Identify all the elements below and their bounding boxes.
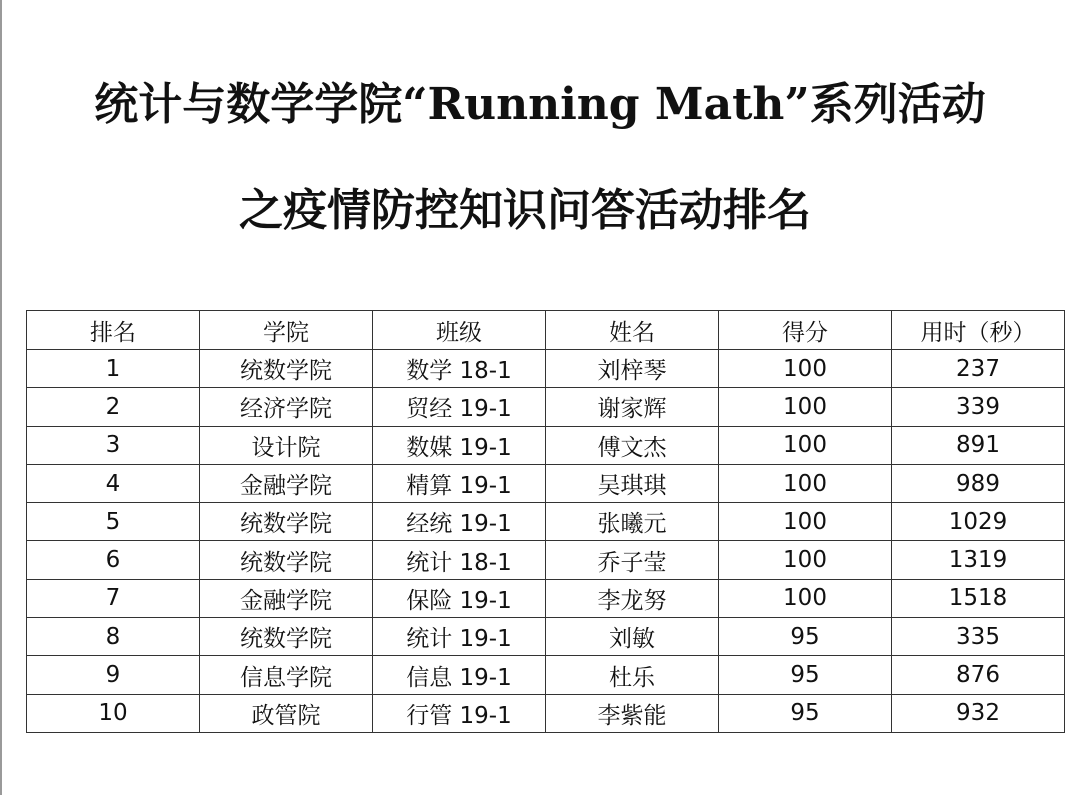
cell-name: 谢家辉	[546, 388, 719, 426]
cell-class: 数媒 19-1	[373, 426, 546, 464]
cell-time: 339	[892, 388, 1065, 426]
cell-time: 335	[892, 618, 1065, 656]
cell-name: 李紫能	[546, 694, 719, 732]
cell-score: 100	[719, 579, 892, 617]
header-score: 得分	[719, 311, 892, 350]
cell-name: 刘敏	[546, 618, 719, 656]
cell-class: 统计 18-1	[373, 541, 546, 579]
cell-college: 统数学院	[200, 618, 373, 656]
table-row	[27, 579, 1065, 617]
ranking-table	[26, 310, 1065, 733]
cell-class: 经统 19-1	[373, 503, 546, 541]
table-row	[27, 656, 1065, 694]
document-title-line-2: 之疫情防控知识问答活动排名	[239, 184, 811, 236]
cell-college: 设计院	[200, 426, 373, 464]
cell-time: 1518	[892, 579, 1065, 617]
table-row	[27, 618, 1065, 656]
table-row	[27, 694, 1065, 732]
cell-score: 95	[719, 656, 892, 694]
cell-score: 100	[719, 426, 892, 464]
cell-class: 数学 18-1	[373, 350, 546, 388]
cell-college: 金融学院	[200, 579, 373, 617]
table-row	[27, 426, 1065, 464]
cell-class: 保险 19-1	[373, 579, 546, 617]
cell-time: 891	[892, 426, 1065, 464]
cell-rank: 9	[27, 656, 200, 694]
cell-rank: 8	[27, 618, 200, 656]
header-name: 姓名	[546, 311, 719, 350]
cell-score: 100	[719, 350, 892, 388]
cell-rank: 10	[27, 694, 200, 732]
cell-class: 精算 19-1	[373, 464, 546, 502]
cell-college: 政管院	[200, 694, 373, 732]
table-header-row	[27, 311, 1065, 350]
table-row	[27, 388, 1065, 426]
cell-time: 932	[892, 694, 1065, 732]
cell-name: 张曦元	[546, 503, 719, 541]
cell-name: 李龙努	[546, 579, 719, 617]
cell-college: 统数学院	[200, 350, 373, 388]
cell-name: 吴琪琪	[546, 464, 719, 502]
header-class: 班级	[373, 311, 546, 350]
cell-time: 1319	[892, 541, 1065, 579]
cell-score: 95	[719, 618, 892, 656]
cell-college: 信息学院	[200, 656, 373, 694]
cell-class: 行管 19-1	[373, 694, 546, 732]
table-row	[27, 503, 1065, 541]
cell-time: 876	[892, 656, 1065, 694]
cell-rank: 5	[27, 503, 200, 541]
header-college: 学院	[200, 311, 373, 350]
cell-score: 95	[719, 694, 892, 732]
cell-score: 100	[719, 388, 892, 426]
table-row	[27, 464, 1065, 502]
cell-score: 100	[719, 503, 892, 541]
cell-college: 统数学院	[200, 503, 373, 541]
cell-score: 100	[719, 464, 892, 502]
cell-rank: 6	[27, 541, 200, 579]
header-rank: 排名	[27, 311, 200, 350]
cell-name: 傅文杰	[546, 426, 719, 464]
cell-time: 237	[892, 350, 1065, 388]
cell-rank: 2	[27, 388, 200, 426]
cell-score: 100	[719, 541, 892, 579]
cell-rank: 3	[27, 426, 200, 464]
cell-class: 贸经 19-1	[373, 388, 546, 426]
cell-class: 信息 19-1	[373, 656, 546, 694]
table-row	[27, 350, 1065, 388]
document-title-line-1: 统计与数学学院“Running Math”系列活动	[94, 79, 986, 131]
cell-time: 1029	[892, 503, 1065, 541]
cell-time: 989	[892, 464, 1065, 502]
cell-college: 统数学院	[200, 541, 373, 579]
cell-name: 杜乐	[546, 656, 719, 694]
cell-class: 统计 19-1	[373, 618, 546, 656]
cell-rank: 4	[27, 464, 200, 502]
cell-name: 刘梓琴	[546, 350, 719, 388]
cell-name: 乔子莹	[546, 541, 719, 579]
cell-rank: 7	[27, 579, 200, 617]
header-time: 用时（秒）	[892, 311, 1065, 350]
cell-rank: 1	[27, 350, 200, 388]
cell-college: 金融学院	[200, 464, 373, 502]
table-row	[27, 541, 1065, 579]
cell-college: 经济学院	[200, 388, 373, 426]
